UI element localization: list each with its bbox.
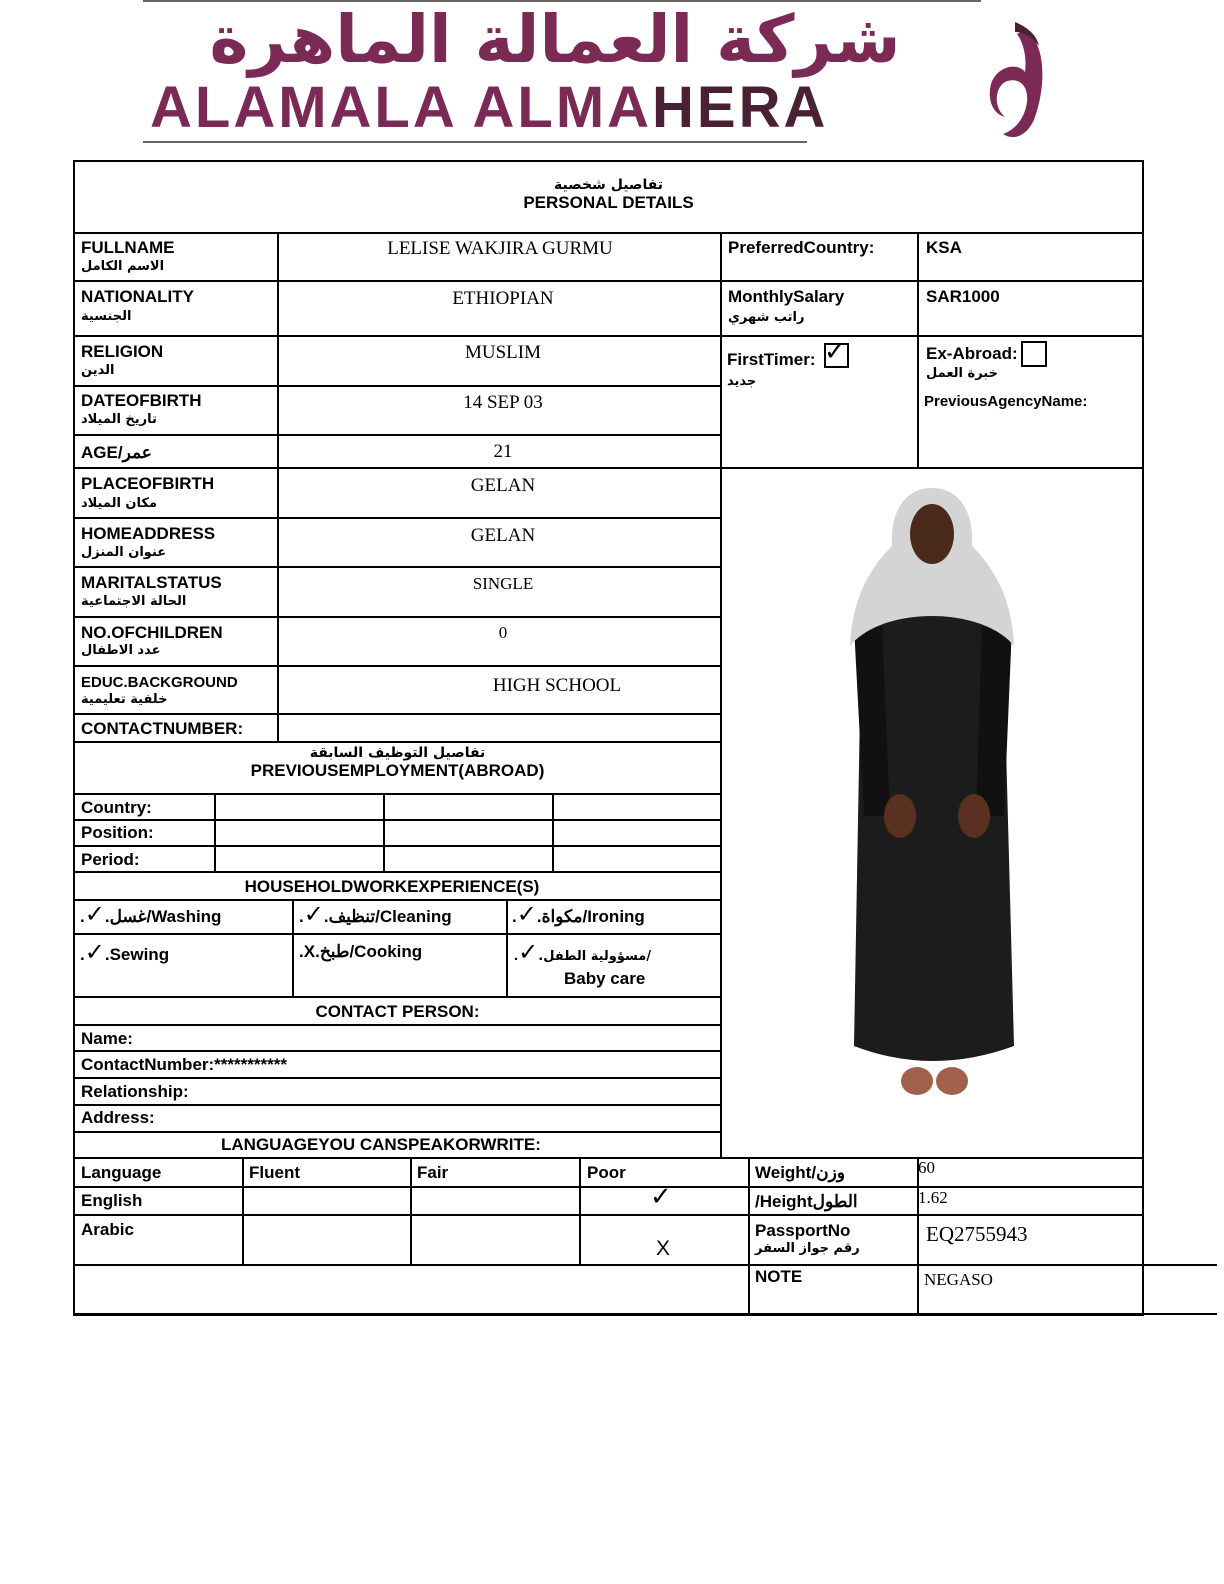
preferred-country-value: KSA [926, 238, 962, 257]
household-sewing: .✓.Sewing [80, 938, 170, 966]
religion-value: MUSLIM [464, 342, 541, 363]
divider [73, 845, 721, 847]
lang-english: English [81, 1191, 143, 1210]
first-timer-label-ar: جديد [727, 374, 757, 389]
lang-header-fluent: Fluent [249, 1163, 300, 1182]
divider [73, 1214, 1144, 1216]
check-icon: ✓ [516, 900, 537, 928]
maritalstatus-label-ar: الحالة الاجتماعية [81, 594, 187, 609]
lang-header-language: Language [81, 1163, 162, 1182]
preferred-country-label: PreferredCountry: [728, 238, 875, 257]
divider [552, 793, 554, 871]
divider [73, 793, 721, 795]
divider [73, 280, 1144, 282]
placeofbirth-label: PLACEOFBIRTH [81, 474, 215, 493]
homeaddress-label-ar: عنوان المنزل [81, 545, 167, 560]
household-babycare: .✓.مسؤولية الطفل/ [514, 938, 652, 966]
placeofbirth-label-ar: مكان الميلاد [81, 496, 158, 511]
prev-country-label: Country: [81, 798, 152, 817]
divider [73, 1157, 1144, 1159]
household-ironing: .✓.مكواة/Ironing [512, 900, 645, 928]
previous-agency-label: PreviousAgencyName: [924, 393, 1088, 410]
divider [506, 899, 508, 996]
prev-period-label: Period: [81, 850, 140, 869]
check-icon: ✓ [84, 938, 105, 966]
divider [73, 1024, 721, 1026]
divider [748, 1157, 750, 1314]
divider [917, 1157, 919, 1314]
homeaddress-value: GELAN [470, 525, 536, 546]
height-label: /Heightالطول [755, 1192, 858, 1211]
previous-employment-title-en: PREVIOUSEMPLOYMENT(ABROAD) [250, 761, 545, 780]
logo-arabic-text: شركة العمالة الماهرة [209, 1, 901, 78]
divider [73, 335, 1144, 337]
divider [73, 871, 721, 873]
nationality-label-ar: الجنسية [81, 309, 132, 324]
divider [73, 434, 721, 436]
dob-label: DATEOFBIRTH [81, 391, 202, 410]
divider [292, 899, 294, 996]
x-mark-icon: X [303, 942, 316, 961]
prev-position-label: Position: [81, 823, 154, 842]
divider [73, 517, 721, 519]
household-babycare-en: Baby care [564, 969, 646, 988]
monthly-salary-value: SAR1000 [926, 287, 1000, 306]
nationality-label: NATIONALITY [81, 287, 195, 306]
divider [73, 713, 721, 715]
placeofbirth-value: GELAN [470, 475, 536, 496]
divider [73, 232, 1144, 234]
household-title: HOUSEHOLDWORKEXPERIENCE(S) [244, 877, 540, 896]
weight-value: 60 [918, 1158, 935, 1177]
divider [579, 1157, 581, 1264]
dob-label-ar: تاريخ الميلاد [81, 412, 157, 427]
previous-employment-title-ar: تفاصيل التوظيف السابقة [309, 745, 486, 761]
children-label-ar: عدد الاطفال [81, 643, 161, 658]
check-icon: ✓ [518, 938, 539, 966]
religion-label-ar: الدين [81, 363, 115, 378]
fullname-label-ar: الاسم الكامل [81, 259, 165, 274]
previous-employment-title [75, 745, 720, 781]
age-value: 21 [493, 441, 513, 462]
first-timer-label: FirstTimer: [727, 350, 816, 369]
homeaddress-label: HOMEADDRESS [81, 524, 216, 543]
passport-label-ar: رقم جواز السفر [755, 1241, 860, 1256]
education-label-ar: خلفية تعليمية [81, 692, 168, 707]
children-value: 0 [498, 623, 508, 642]
x-mark-icon: X [656, 1237, 671, 1260]
divider [73, 996, 721, 998]
logo-english-part2: HERA [652, 75, 829, 140]
dob-value: 14 SEP 03 [463, 392, 543, 413]
divider [242, 1157, 244, 1264]
household-washing: .✓.غسل/Washing [80, 900, 222, 928]
contact-name-label: Name: [81, 1029, 133, 1048]
personal-details-title-en: PERSONAL DETAILS [523, 193, 694, 212]
divider [73, 741, 721, 743]
lang-header-poor: Poor [587, 1163, 626, 1182]
contactnumber-label: CONTACTNUMBER: [81, 719, 244, 738]
contact-relationship-label: Relationship: [81, 1082, 189, 1101]
check-icon: ✓ [824, 337, 846, 367]
divider [410, 1157, 412, 1264]
divider [383, 793, 385, 871]
languages-title: LANGUAGEYOU CANSPEAKORWRITE: [221, 1135, 541, 1154]
note-label: NOTE [755, 1267, 803, 1286]
nationality-value: ETHIOPIAN [452, 288, 554, 309]
contact-address-label: Address: [81, 1108, 155, 1127]
divider [73, 1104, 721, 1106]
ex-abroad-checkbox[interactable] [1021, 341, 1047, 367]
weight-label: Weight/وزن [755, 1163, 845, 1182]
divider [214, 793, 216, 871]
contact-person-title: CONTACT PERSON: [315, 1002, 480, 1021]
ex-abroad-label: Ex-Abroad: [926, 344, 1018, 363]
passport-value: EQ2755943 [926, 1222, 1028, 1246]
divider [73, 1186, 1144, 1188]
monthly-salary-label-ar: راتب شهري [728, 310, 805, 325]
divider [73, 665, 721, 667]
age-label: AGE/عمر [81, 443, 152, 462]
divider [73, 1077, 721, 1079]
religion-label: RELIGION [81, 342, 164, 361]
applicant-photo [842, 486, 1022, 1108]
logo-english-text [150, 75, 970, 140]
divider [73, 385, 721, 387]
divider [73, 1050, 721, 1052]
divider [73, 1313, 1217, 1315]
divider [73, 933, 721, 935]
personal-details-title-ar: تفاصيل شخصية [553, 177, 664, 193]
check-icon: ✓ [84, 900, 105, 928]
divider [73, 1131, 721, 1133]
check-icon: ✓ [650, 1182, 672, 1212]
household-cleaning: .✓.تنظيف/Cleaning [299, 900, 452, 928]
divider [73, 616, 721, 618]
contact-number-label: ContactNumber:*********** [81, 1055, 287, 1074]
education-value: HIGH SCHOOL [492, 675, 622, 696]
passport-label: PassportNo [755, 1221, 851, 1240]
height-value: 1.62 [918, 1188, 948, 1207]
maritalstatus-value: SINGLE [472, 574, 534, 593]
personal-details-title [75, 177, 1142, 213]
ex-abroad-label-ar: خبرة العمل [926, 366, 998, 381]
household-cooking: .X.طبخ/Cooking [299, 942, 423, 961]
education-label: EDUC.BACKGROUND [81, 674, 238, 691]
divider [73, 819, 721, 821]
lang-header-fair: Fair [417, 1163, 449, 1182]
divider [917, 232, 919, 468]
check-icon: ✓ [303, 900, 324, 928]
divider [73, 566, 721, 568]
divider [73, 467, 1144, 469]
logo-english-part1: ALAMALA ALMA [150, 75, 653, 140]
note-value: NEGASO [924, 1270, 993, 1289]
fullname-label: FULLNAME [81, 238, 175, 257]
children-label: NO.OFCHILDREN [81, 623, 223, 642]
maritalstatus-label: MARITALSTATUS [81, 573, 222, 592]
divider [73, 1264, 1217, 1266]
logo-bottom-rule [143, 141, 807, 143]
logo-emblem-icon [985, 22, 1049, 144]
fullname-value: LELISE WAKJIRA GURMU [387, 238, 613, 259]
lang-arabic: Arabic [81, 1220, 134, 1239]
monthly-salary-label: MonthlySalary [728, 287, 845, 306]
